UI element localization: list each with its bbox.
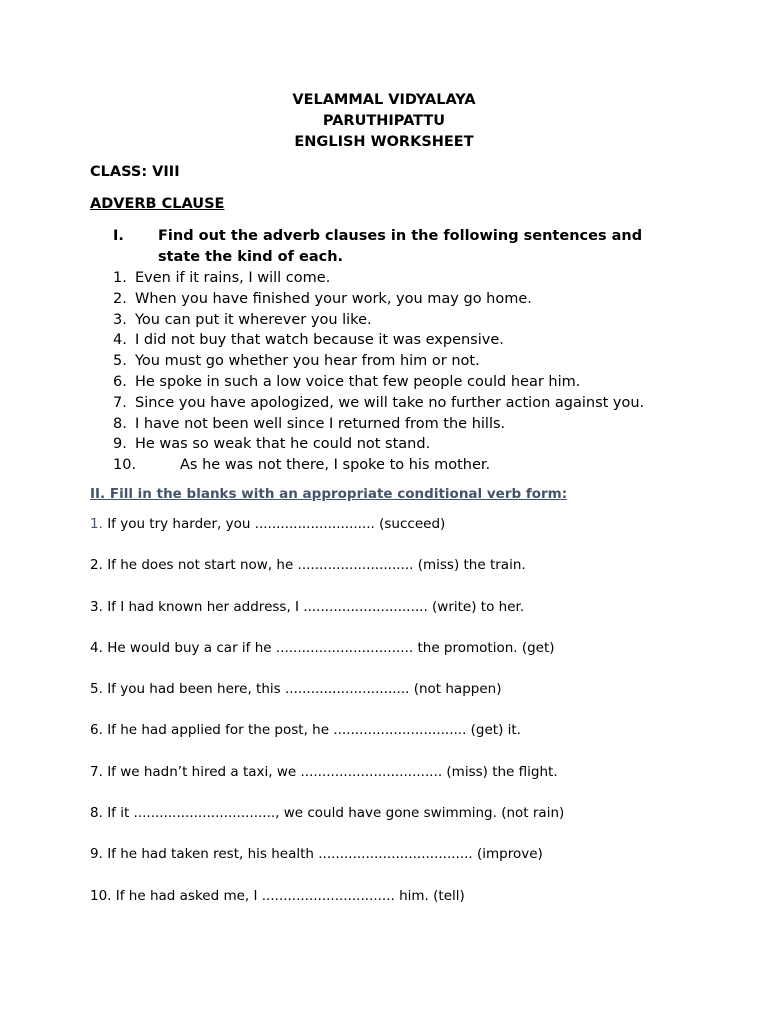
list-item xyxy=(113,414,644,435)
item-text: If he had asked me, I ............................... him. (tell) xyxy=(115,887,465,904)
item-number: 1. xyxy=(90,516,103,532)
list-item xyxy=(113,289,644,310)
item-number: 7. xyxy=(90,763,103,780)
worksheet-title: ENGLISH WORKSHEET xyxy=(294,134,474,150)
school-name: VELAMMAL VIDYALAYA xyxy=(292,92,476,108)
item-text: When you have finished your work, you may go home. xyxy=(135,290,532,307)
item-text: You can put it wherever you like. xyxy=(135,311,372,328)
item-number: 5. xyxy=(113,353,127,370)
list-item xyxy=(90,516,564,557)
item-text: Even if it rains, I will come. xyxy=(135,270,331,286)
list-item xyxy=(90,764,564,805)
item-text: Since you have apologized, we will take no further action against you. xyxy=(135,394,645,411)
list-item xyxy=(113,455,644,476)
part1-number: I. xyxy=(113,228,124,244)
item-number: 4. xyxy=(113,332,127,349)
list-item xyxy=(90,599,564,640)
item-text: You must go whether you hear from him or not. xyxy=(135,353,480,370)
part2-list xyxy=(90,516,564,929)
item-number: 9. xyxy=(113,436,127,453)
section-title: ADVERB CLAUSE xyxy=(90,196,225,212)
item-text: As he was not there, I spoke to his mother. xyxy=(180,457,491,474)
item-text: If you try harder, you ............................ (succeed) xyxy=(107,516,446,532)
item-number: 3. xyxy=(90,598,103,615)
item-number: 5. xyxy=(90,681,103,698)
item-text: I did not buy that watch because it was expensive. xyxy=(135,332,504,349)
item-number: 1. xyxy=(113,270,127,286)
worksheet-header xyxy=(0,90,768,153)
item-number: 9. xyxy=(90,846,103,863)
list-item xyxy=(90,681,564,722)
item-text: If he does not start now, he ........................... (miss) the train. xyxy=(107,557,526,574)
item-text: If it ................................., we could have gone swimming. (not rain) xyxy=(107,805,565,822)
item-number: 6. xyxy=(90,722,103,739)
list-item xyxy=(90,722,564,763)
list-item xyxy=(113,393,644,414)
list-item xyxy=(90,557,564,598)
list-item xyxy=(113,330,644,351)
item-number: 7. xyxy=(113,394,127,411)
item-number: 8. xyxy=(113,415,127,432)
item-text: If we hadn’t hired a taxi, we ................................. (miss) the flight. xyxy=(107,763,558,780)
list-item xyxy=(90,805,564,846)
item-number: 6. xyxy=(113,373,127,390)
school-place: PARUTHIPATTU xyxy=(322,113,446,129)
part2-instruction: II. Fill in the blanks with an appropriate conditional verb form: xyxy=(90,486,568,502)
item-text: He spoke in such a low voice that few people could hear him. xyxy=(135,373,581,390)
item-text: He would buy a car if he ................................ the promotion. (get) xyxy=(107,639,555,656)
list-item xyxy=(90,888,564,929)
item-number: 10. xyxy=(113,457,137,474)
item-text: If he had taken rest, his health .................................... (improve) xyxy=(107,846,543,863)
item-text: He was so weak that he could not stand. xyxy=(135,436,431,453)
part1-list xyxy=(113,268,644,476)
item-number: 2. xyxy=(90,557,103,574)
list-item xyxy=(90,846,564,887)
list-item xyxy=(113,372,644,393)
item-number: 10. xyxy=(90,887,112,904)
list-item xyxy=(113,310,644,331)
item-number: 3. xyxy=(113,311,127,328)
list-item xyxy=(90,640,564,681)
list-item xyxy=(113,268,644,289)
item-text: If I had known her address, I ............................. (write) to her. xyxy=(107,598,525,615)
item-text: I have not been well since I returned from the hills. xyxy=(135,415,506,432)
item-text: If he had applied for the post, he ............................... (get) it. xyxy=(107,722,521,739)
item-number: 2. xyxy=(113,290,127,307)
item-text: If you had been here, this ............................. (not happen) xyxy=(107,681,502,698)
part1-instruction xyxy=(113,226,683,267)
part1-instruction-text: Find out the adverb clauses in the following sentences and state the kind of each. xyxy=(158,228,643,265)
item-number: 8. xyxy=(90,805,103,822)
class-label: CLASS: VIII xyxy=(90,164,180,180)
list-item xyxy=(113,434,644,455)
item-number: 4. xyxy=(90,639,103,656)
list-item xyxy=(113,351,644,372)
